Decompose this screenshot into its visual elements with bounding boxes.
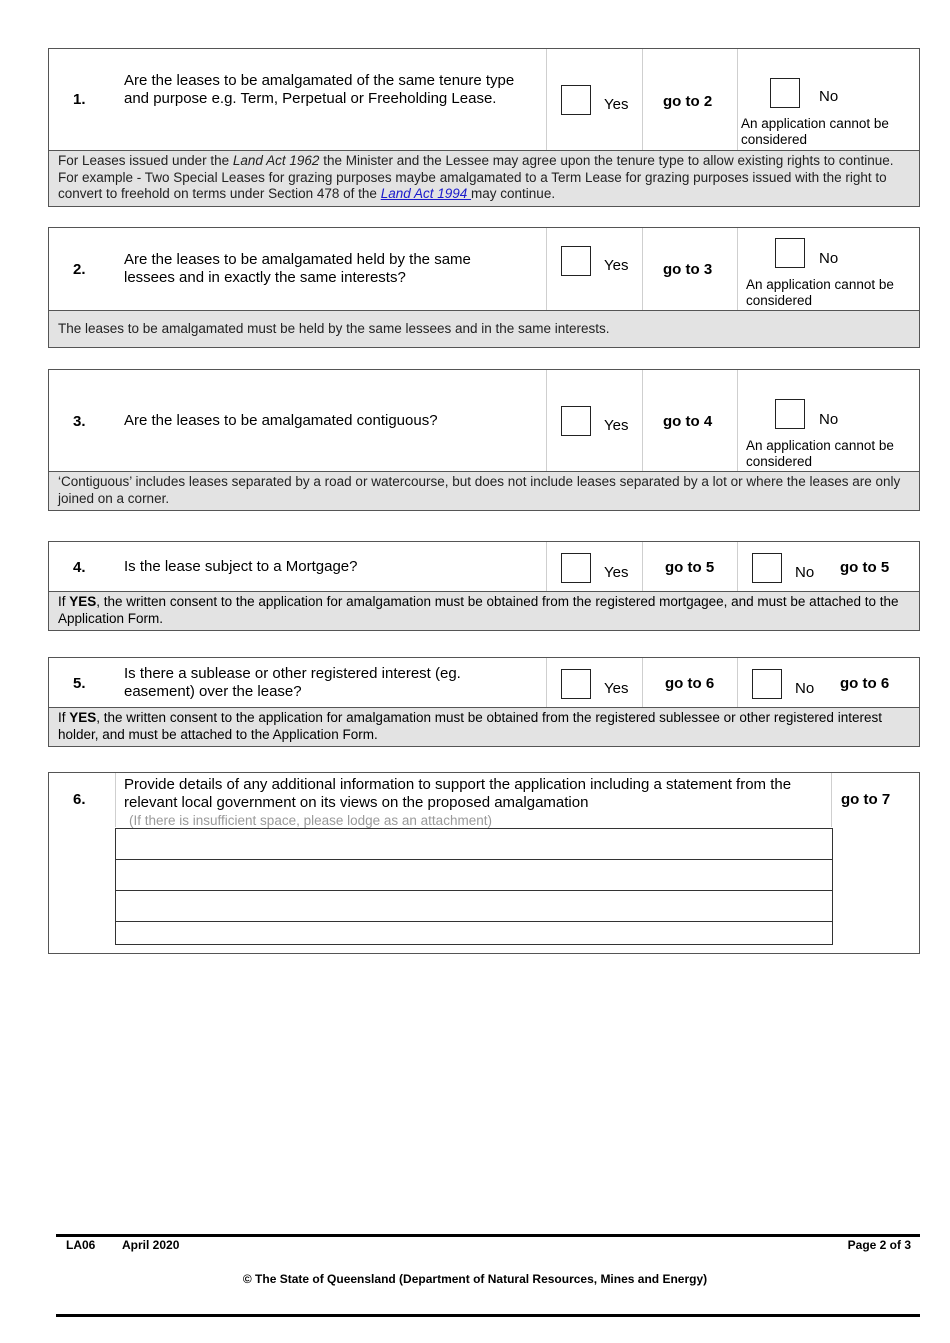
question-3-note: ‘Contiguous’ includes leases separated by a road or watercourse, but does not include leases separated by a lot or where the leases are only joined on a corner. [49, 472, 919, 510]
question-number: 5. [73, 675, 86, 692]
question-2-note: The leases to be amalgamated must be held by the same lessees and in the same interests. [49, 311, 919, 347]
question-2 [48, 227, 920, 348]
yes-goto: go to 6 [665, 675, 715, 692]
goto-7: go to 7 [841, 791, 891, 808]
no-label: No [795, 680, 815, 697]
page-number: Page 2 of 3 [847, 1238, 911, 1252]
yes-checkbox[interactable] [561, 669, 591, 699]
yes-goto: go to 5 [665, 559, 715, 576]
yes-label: Yes [604, 417, 629, 434]
no-goto: go to 6 [840, 675, 890, 692]
question-1-note: For Leases issued under the Land Act 1962 the Minister and the Lessee may agree upon the tenure type to allow existing rights to continue. For example - Two Special Leases for grazing purposes maybe amalgamated to a Term Lease for grazing purposes issued with the right to convert to freehold on terms under Section 478 of the Land Act 1994 may continue. [49, 151, 919, 206]
yes-checkbox[interactable] [561, 406, 591, 436]
yes-goto: go to 3 [663, 261, 713, 278]
yes-checkbox[interactable] [561, 246, 591, 276]
question-text: Is there a sublease or other registered interest (eg. easement) over the lease? [124, 665, 461, 700]
yes-label: Yes [604, 680, 629, 697]
attachment-hint: (If there is insufficient space, please lodge as an attachment) [129, 813, 492, 828]
question-4 [48, 541, 920, 631]
question-text: Are the leases to be amalgamated held by the same lessees and in exactly the same interests? [124, 251, 471, 286]
question-number: 2. [73, 261, 86, 278]
question-number: 6. [73, 791, 86, 808]
question-text: Are the leases to be amalgamated contiguous? [124, 412, 438, 429]
additional-info-textarea[interactable] [115, 828, 833, 945]
footer-bottom-rule [56, 1314, 920, 1317]
question-text: Provide details of any additional information to support the application including a statement from the relevant local government on its views on the proposed amalgamation [124, 776, 792, 811]
land-act-1994-link[interactable]: Land Act 1994 [380, 186, 472, 201]
question-5-note: If YES, the written consent to the application for amalgamation must be obtained from the registered sublessee or other registered interest holder, and must be attached to the Application Form. [49, 708, 919, 746]
no-checkbox[interactable] [752, 553, 782, 583]
no-label: No [819, 411, 839, 428]
no-consequence: An application cannot be considered [746, 277, 894, 308]
question-3-row [49, 370, 919, 472]
no-goto: go to 5 [840, 559, 890, 576]
no-label: No [795, 564, 815, 581]
form-code: LA06 [66, 1238, 96, 1252]
question-4-note: If YES, the written consent to the application for amalgamation must be obtained from the registered mortgagee, and must be attached to the Application Form. [49, 592, 919, 630]
question-6 [48, 772, 920, 954]
yes-checkbox[interactable] [561, 553, 591, 583]
question-number: 1. [73, 91, 86, 108]
copyright: © The State of Queensland (Department of Natural Resources, Mines and Energy) [242, 1272, 708, 1286]
question-text: Is the lease subject to a Mortgage? [124, 558, 358, 575]
footer-top-rule [56, 1234, 920, 1237]
yes-label: Yes [604, 564, 629, 581]
no-checkbox[interactable] [770, 78, 800, 108]
question-text: Are the leases to be amalgamated of the same tenure type and purpose e.g. Term, Perpetual or Freeholding Lease. [124, 72, 515, 107]
yes-checkbox[interactable] [561, 85, 591, 115]
question-1 [48, 48, 920, 207]
no-checkbox[interactable] [775, 238, 805, 268]
no-label: No [819, 250, 839, 267]
yes-label: Yes [604, 96, 629, 113]
no-label: No [819, 88, 839, 105]
question-1-row [49, 49, 919, 151]
no-consequence: An application cannot be considered [746, 438, 894, 469]
question-number: 3. [73, 413, 86, 430]
yes-label: Yes [604, 257, 629, 274]
question-3 [48, 369, 920, 511]
question-5 [48, 657, 920, 747]
no-checkbox[interactable] [775, 399, 805, 429]
question-5-row [49, 658, 919, 708]
yes-goto: go to 4 [663, 413, 713, 430]
no-checkbox[interactable] [752, 669, 782, 699]
form-date: April 2020 [122, 1238, 180, 1252]
question-number: 4. [73, 559, 86, 576]
question-2-row [49, 228, 919, 311]
no-consequence: An application cannot be considered [741, 116, 889, 147]
yes-goto: go to 2 [663, 93, 713, 110]
question-4-row [49, 542, 919, 592]
